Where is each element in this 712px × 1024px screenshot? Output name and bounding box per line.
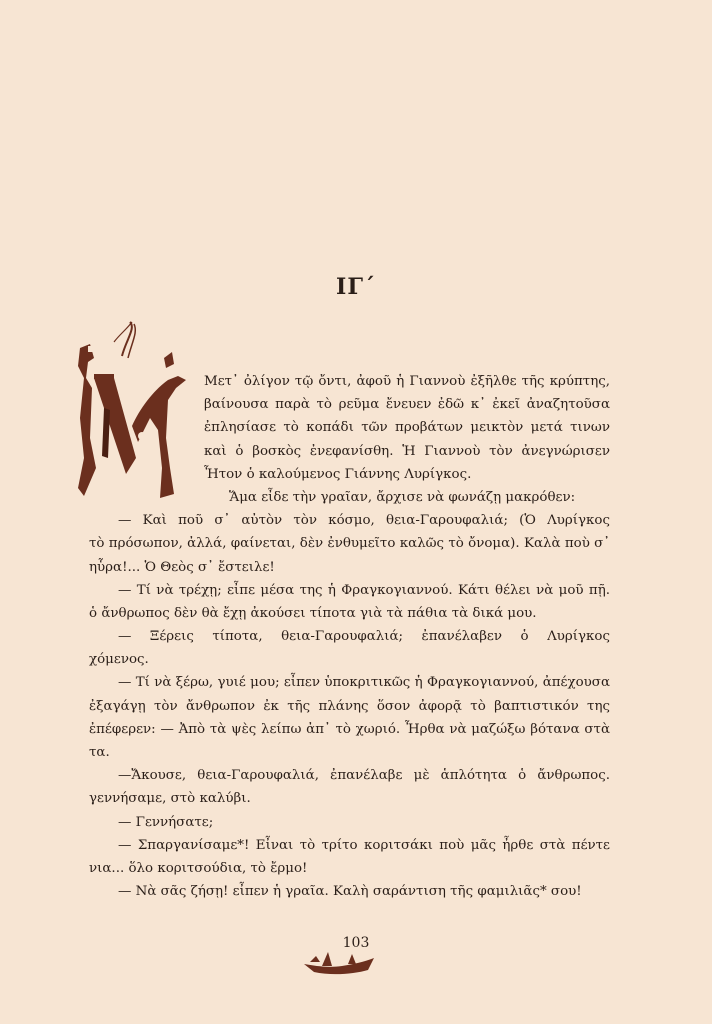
- text-line: — Τί νὰ ξέρω, γυιέ μου; εἶπεν ὑποκριτικῶς ἡ Φραγκογιαννού, ἀπέχουσα: [118, 675, 610, 691]
- text-line: ἐπλησίασε τὸ κοπάδι τῶν προβάτων μεικτὸν μετά τινων: [204, 420, 610, 436]
- text-line: — Σπαργανίσαμε*! Εἶναι τὸ τρίτο κοριτσάκι ποὺ μᾶς ἦρθε στὰ πέντε: [118, 837, 610, 853]
- text-line: τα.: [89, 745, 110, 760]
- text-line: Ἦτον ὁ καλούμενος Γιάννης Λυρίγκος.: [204, 466, 472, 482]
- text-line: ηὗρα!... Ὁ Θεὸς σ᾽ ἔστειλε!: [89, 559, 275, 575]
- text-line: τὸ πρόσωπον, ἀλλά, φαίνεται, δὲν ἐνθυμεῖτο καλῶς τὸ ὄνομα). Καλὰ ποὺ σ᾽: [89, 536, 610, 552]
- text-line: Μετ᾽ ὀλίγον τῷ ὄντι, ἀφοῦ ἡ Γιαννοὺ ἐξῆλθε τῆς κρύπτης,: [204, 374, 610, 389]
- text-line: —Ἄκουσε, θεια-Γαρουφαλιά, ἐπανέλαβε μὲ ἁπλότητα ὁ ἄνθρωπος.: [118, 768, 610, 784]
- text-line: — Γεννήσατε;: [118, 814, 214, 830]
- text-line: βαίνουσα παρὰ τὸ ρεῦμα ἔνευεν ἐδῶ κ᾽ ἐκεῖ ἀναζητοῦσα: [204, 397, 610, 413]
- text-line: καὶ ὁ βοσκὸς ἐνεφανίσθη. Ἡ Γιαννοὺ τὸν ἀνεγνώρισεν: [204, 443, 610, 459]
- text-line: ἐξαγάγῃ τὸν ἄνθρωπον ἐκ τῆς πλάνης ὅσον ἀφορᾷ τὸ βαπτιστικόν της: [89, 698, 610, 714]
- text-line: Ἅμα εἶδε τὴν γραῖαν, ἄρχισε νὰ φωνάζῃ μακρόθεν:: [229, 489, 576, 505]
- text-line: γεννήσαμε, στὸ καλύβι.: [89, 791, 251, 807]
- text-line: ὁ ἄνθρωπος δὲν θὰ ἔχῃ ἀκούσει τίποτα γιὰ τὰ πάθια τὰ δικά μου.: [89, 605, 537, 621]
- text-line: — Ξέρεις τίποτα, θεια-Γαρουφαλιά; ἐπανέλαβεν ὁ Λυρίγκος: [118, 629, 610, 645]
- text-line: — Νὰ σᾶς ζήσῃ! εἶπεν ἡ γραῖα. Καλὴ σαράντιση τῆς φαμιλιᾶς* σου!: [118, 884, 582, 900]
- text-line: χόμενος.: [89, 652, 149, 668]
- text-line: — Καὶ ποῦ σ᾽ αὐτὸν τὸν κόσμο, θεια-Γαρουφαλιά; (Ὁ Λυρίγκος: [118, 513, 610, 529]
- text-line: ἐπέφερεν: — Ἀπὸ τὰ ψὲς λείπω ἀπ᾽ τὸ χωριό. Ἦρθα νὰ μαζώξω βότανα στὰ: [89, 721, 610, 737]
- text-line: — Τί νὰ τρέχῃ; εἶπε μέσα της ἡ Φραγκογιαννού. Κάτι θέλει νὰ μοῦ πῇ.: [118, 582, 610, 598]
- page-number: 103: [342, 935, 370, 951]
- text-line: νια... ὅλο κοριτσούδια, τὸ ἔρμο!: [89, 860, 308, 876]
- chapter-title: ΙΓ΄: [336, 274, 376, 300]
- body-text: [89, 370, 610, 903]
- boat-ornament-icon: [302, 946, 376, 978]
